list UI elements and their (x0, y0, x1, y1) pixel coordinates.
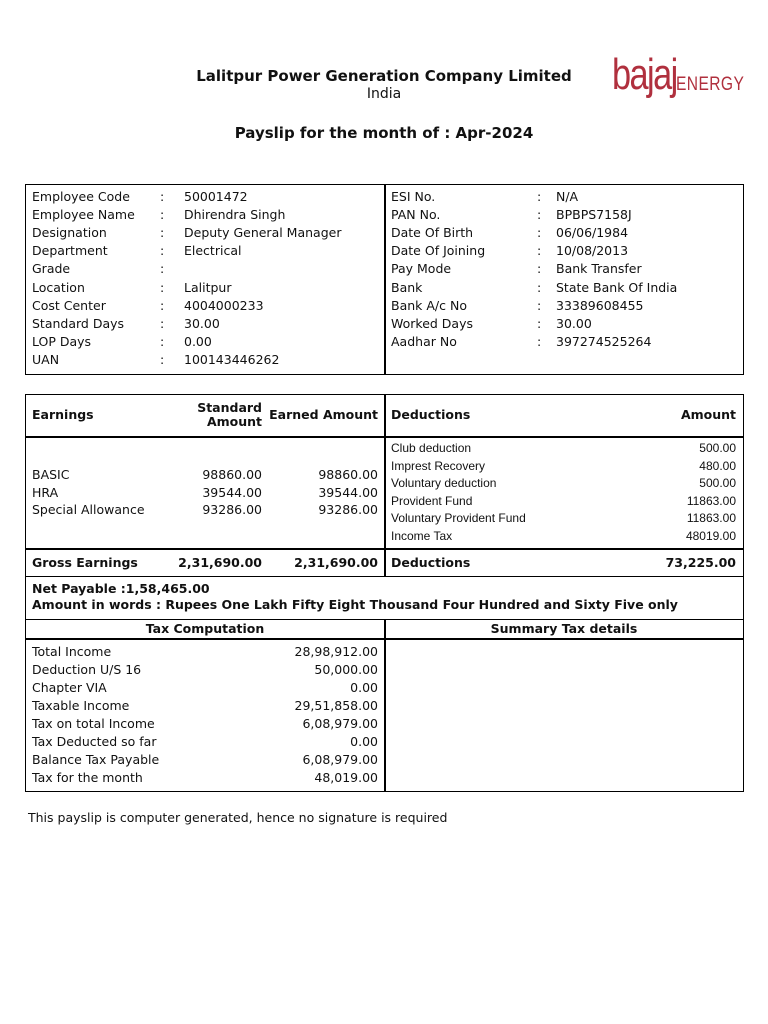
tax-row-value: 6,08,979.00 (302, 716, 378, 731)
amount-header: Amount (680, 407, 736, 422)
employee-info-value: 06/06/1984 (556, 225, 629, 241)
earning-earned-amount: 98860.00 (318, 467, 378, 482)
summary-tax-title: Summary Tax details (490, 621, 638, 636)
deduction-amount: 480.00 (699, 458, 736, 473)
amount-in-words: Amount in words : Rupees One Lakh Fifty Eight Thousand Four Hundred and Sixty Five only (32, 597, 678, 612)
employee-info-divider (384, 184, 386, 375)
tax-row-value: 28,98,912.00 (294, 644, 378, 659)
employee-info-colon: : (537, 279, 542, 295)
gross-earnings-label: Gross Earnings (32, 555, 138, 570)
employee-info-value: BPBPS7158J (556, 207, 632, 223)
deduction-amount: 500.00 (699, 441, 736, 455)
deduction-amount: 11863.00 (686, 511, 736, 525)
tax-row-value: 50,000.00 (314, 662, 378, 677)
deduction-amount: 48019.00 (685, 528, 736, 543)
employee-info-value: 30.00 (556, 315, 592, 331)
employee-info-value: Lalitpur (184, 279, 232, 295)
employee-info-colon: : (537, 225, 542, 241)
tax-header-line (25, 638, 744, 640)
employee-info-colon: : (160, 279, 165, 295)
deduction-amount: 11863.00 (686, 493, 736, 508)
standard-amount-header-line1: Standard (197, 400, 262, 415)
employee-info-label: Worked Days (391, 315, 474, 331)
deduction-name: Provident Fund (391, 493, 473, 508)
employee-info-label: Pay Mode (391, 261, 452, 277)
employee-info-value: 10/08/2013 (556, 243, 629, 259)
payslip-title: Payslip for the month of : Apr-2024 (234, 124, 534, 142)
employee-info-colon: : (160, 189, 165, 204)
employee-info-label: Date Of Birth (391, 225, 474, 241)
employee-info-value: 50001472 (184, 189, 248, 204)
employee-info-colon: : (537, 315, 542, 331)
deduction-amount: 500.00 (699, 476, 736, 490)
earning-standard-amount: 98860.00 (202, 467, 262, 482)
employee-info-value: 4004000233 (184, 297, 264, 313)
tax-computation-title: Tax Computation (145, 621, 265, 636)
employee-info-value: 100143446262 (184, 351, 280, 367)
tax-row-label: Balance Tax Payable (32, 752, 160, 767)
employee-info-colon: : (160, 333, 165, 349)
earning-name: Special Allowance (32, 502, 145, 517)
tax-row-label: Tax Deducted so far (32, 734, 157, 749)
employee-info-value: Electrical (184, 243, 242, 259)
employee-info-label: UAN (32, 351, 60, 367)
gross-earned-total: 2,31,690.00 (294, 555, 378, 570)
deduction-name: Imprest Recovery (391, 458, 486, 473)
employee-info-colon: : (160, 351, 165, 367)
employee-info-colon: : (160, 297, 165, 313)
employee-info-colon: : (537, 297, 542, 313)
tax-row-label: Deduction U/S 16 (32, 662, 142, 677)
employee-info-label: Bank A/c No (391, 297, 467, 313)
employee-info-value: Dhirendra Singh (184, 207, 286, 223)
employee-info-label: ESI No. (391, 189, 436, 204)
employee-info-colon: : (537, 261, 542, 277)
footer-note: This payslip is computer generated, hence no signature is required (28, 810, 448, 825)
deduction-name: Club deduction (391, 441, 472, 455)
net-payable: Net Payable :1,58,465.00 (32, 581, 210, 596)
company-country: India (366, 86, 402, 102)
employee-info-label: Employee Code (32, 189, 130, 204)
employee-info-value: 397274525264 (556, 333, 652, 349)
employee-info-label: PAN No. (391, 207, 441, 223)
tax-row-label: Total Income (32, 644, 112, 659)
tax-row-label: Chapter VIA (32, 680, 107, 695)
tax-row-value: 0.00 (350, 734, 378, 749)
employee-info-value: 30.00 (184, 315, 220, 331)
company-name: Lalitpur Power Generation Company Limited (196, 67, 572, 85)
employee-info-value: 0.00 (184, 333, 212, 349)
employee-info-colon: : (160, 225, 165, 241)
deductions-header: Deductions (391, 407, 471, 422)
tax-row-value: 0.00 (350, 680, 378, 695)
employee-info-colon: : (537, 243, 542, 259)
employee-info-colon: : (537, 189, 542, 204)
earning-name: BASIC (32, 467, 70, 482)
employee-info-label: Standard Days (32, 315, 125, 331)
tax-row-value: 6,08,979.00 (302, 752, 378, 767)
deduction-name: Income Tax (391, 528, 453, 543)
earning-earned-amount: 93286.00 (318, 502, 378, 517)
deductions-total-value: 73,225.00 (665, 555, 736, 570)
employee-info-label: Bank (391, 279, 423, 295)
employee-info-label: Location (32, 279, 85, 295)
tax-row-label: Tax on total Income (32, 716, 155, 731)
earning-standard-amount: 39544.00 (202, 484, 262, 500)
employee-info-label: Employee Name (32, 207, 135, 223)
earnings-total-line (25, 548, 744, 550)
earnings-header-line (25, 436, 744, 438)
deduction-name: Voluntary deduction (391, 476, 497, 490)
tax-row-value: 48,019.00 (314, 770, 378, 785)
employee-info-label: Date Of Joining (391, 243, 486, 259)
employee-info-label: Grade (32, 261, 71, 277)
tax-divider (384, 619, 386, 792)
employee-info-colon: : (537, 207, 542, 223)
employee-info-label: Aadhar No (391, 333, 457, 349)
earning-name: HRA (32, 484, 59, 500)
employee-info-colon: : (160, 315, 165, 331)
earning-earned-amount: 39544.00 (318, 484, 378, 500)
employee-info-value: 33389608455 (556, 297, 644, 313)
earnings-header: Earnings (32, 407, 94, 422)
bajaj-energy-logo (612, 50, 745, 108)
employee-info-label: Cost Center (32, 297, 106, 313)
earnings-divider (384, 394, 386, 577)
gross-standard-total: 2,31,690.00 (178, 555, 262, 570)
logo-wordmark: bajaj (612, 50, 677, 99)
employee-info-label: Designation (32, 225, 107, 241)
employee-info-value: State Bank Of India (556, 279, 678, 295)
employee-info-label: LOP Days (32, 333, 92, 349)
employee-info-value: N/A (556, 189, 579, 204)
logo-subtext: ENERGY (676, 74, 745, 95)
earning-standard-amount: 93286.00 (202, 502, 262, 517)
employee-info-colon: : (160, 207, 165, 223)
deduction-name: Voluntary Provident Fund (391, 511, 526, 525)
earned-amount-header: Earned Amount (269, 407, 378, 422)
employee-info-colon: : (537, 333, 542, 349)
employee-info-label: Department (32, 243, 108, 259)
tax-row-label: Taxable Income (32, 698, 130, 713)
employee-info-value: Deputy General Manager (184, 225, 342, 241)
employee-info-colon: : (160, 261, 165, 277)
deductions-total-label: Deductions (391, 555, 471, 570)
tax-row-value: 29,51,858.00 (294, 698, 378, 713)
tax-row-label: Tax for the month (32, 770, 143, 785)
employee-info-colon: : (160, 243, 165, 259)
employee-info-value: Bank Transfer (556, 261, 642, 277)
standard-amount-header-line2: Amount (206, 414, 262, 429)
